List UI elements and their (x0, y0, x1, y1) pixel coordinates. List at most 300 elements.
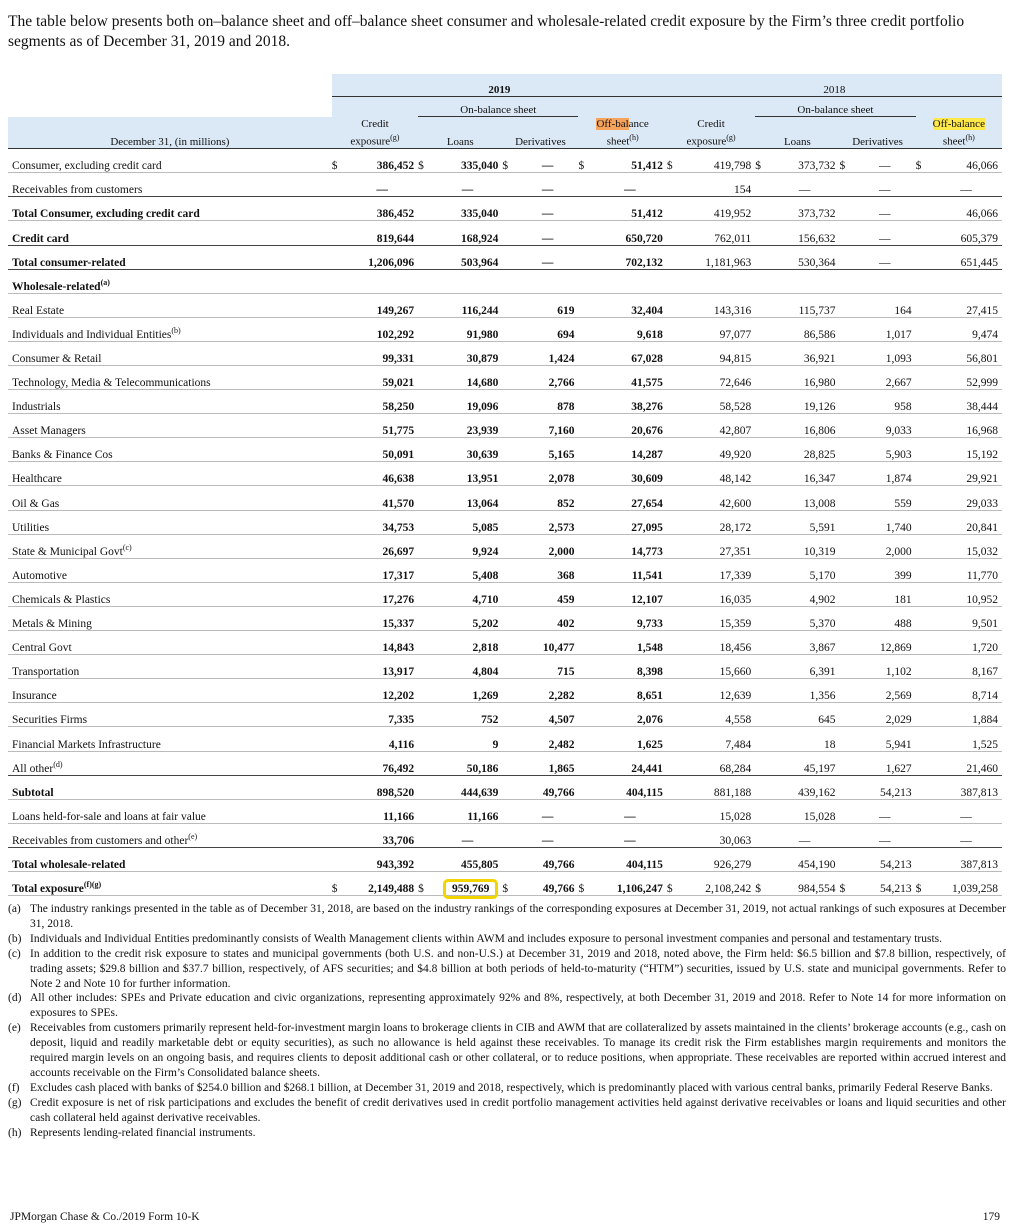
row-label: Total wholesale-related (8, 847, 332, 871)
footnote-text: Receivables from customers primarily represent held-for-investment margin loans to brokerage clients in CIB and AWM that are collateralized by assets maintained in the clients’ brokerage accounts (e.g., cash on deposit, liquid and readily marketable debt or equity securities), as such no allowance is held against these receivables. To manage its credit risk the Firm establishes margin requirements and monitors the required margin levels on an ongoing basis, and requires clients to deposit additional cash or other collateral, or to reduce positions, when appropriate. These receivables are reported within accrued interest and accounts receivable on the Firm’s Consolidated balance sheets. (30, 1022, 1006, 1079)
row-label: State & Municipal Govt$^{(c)}$ (8, 534, 332, 558)
cell-c3: 49,766 (517, 775, 579, 799)
row-label: Transportation (8, 655, 332, 679)
highlighted-value: 959,769 (443, 879, 498, 899)
cell-c3: 878 (517, 390, 579, 414)
cell-c4: 14,773 (593, 534, 667, 558)
cell-d1: 762,011 (681, 221, 755, 245)
cell-c1: 13,917 (346, 655, 418, 679)
table-row (8, 173, 1002, 197)
loans-header-2018: Loans (755, 117, 839, 149)
cell-d3: — (854, 799, 916, 823)
row-label: Total consumer-related (8, 245, 332, 269)
cell-c1: 819,644 (346, 221, 418, 245)
row-label: Insurance (8, 679, 332, 703)
footnote (8, 1081, 1006, 1096)
row-label: Real Estate (8, 293, 332, 317)
table-row (8, 679, 1002, 703)
table-row (8, 366, 1002, 390)
cell-c1: 11,166 (346, 799, 418, 823)
cell-d1: 15,028 (681, 799, 755, 823)
cell-c4: 1,625 (593, 727, 667, 751)
year-2018-label: 2018 (667, 74, 1002, 97)
cell-d1: 15,359 (681, 606, 755, 630)
cell-d1: 58,528 (681, 390, 755, 414)
cell-c3: — (517, 197, 579, 221)
cell-c2: 168,924 (433, 221, 503, 245)
cell-d1: 419,952 (681, 197, 755, 221)
cell-d3: 2,569 (854, 679, 916, 703)
cell-d3: 9,033 (854, 414, 916, 438)
cell-c3: 1,424 (517, 341, 579, 365)
cell-d1: 49,920 (681, 438, 755, 462)
table-row (8, 269, 1002, 293)
cell-c2: 19,096 (433, 390, 503, 414)
cell-c2: 5,202 (433, 606, 503, 630)
cell-d4: — (930, 823, 1002, 847)
cell-c1: 59,021 (346, 366, 418, 390)
cell-c3: 2,766 (517, 366, 579, 390)
row-label: Chemicals & Plastics (8, 582, 332, 606)
currency-symbol: $ (502, 871, 516, 895)
cell-c4: 9,618 (593, 317, 667, 341)
cell-d3: 1,627 (854, 751, 916, 775)
cell-c4: 650,720 (593, 221, 667, 245)
cell-c1: 17,276 (346, 582, 418, 606)
row-label: Total exposure$^{(f)(g)}$ (8, 871, 332, 895)
cell-d1: 7,484 (681, 727, 755, 751)
row-label: Subtotal (8, 775, 332, 799)
cell-d2: 373,732 (770, 149, 840, 173)
currency-symbol: $ (916, 149, 930, 173)
cell-d2: 530,364 (770, 245, 840, 269)
cell-c2: 5,408 (433, 558, 503, 582)
credit-exposure-header-2019: Credit exposure$^{(g)}$ (332, 117, 418, 149)
cell-d3: 1,017 (854, 317, 916, 341)
cell-d4: 16,968 (930, 414, 1002, 438)
row-label: Central Govt (8, 631, 332, 655)
table-row (8, 727, 1002, 751)
currency-symbol: $ (418, 871, 432, 895)
intro-paragraph: The table below presents both on–balance sheet and off–balance sheet consumer and wholesale-related credit exposure by the Firm’s three credit portfolio segments as of December 31, 2019 and 2018. (8, 13, 965, 50)
footnote (8, 947, 1006, 992)
cell-c3: 10,477 (517, 631, 579, 655)
cell-d4: 9,501 (930, 606, 1002, 630)
cell-c4: 702,132 (593, 245, 667, 269)
cell-d1: 30,063 (681, 823, 755, 847)
cell-d1: 15,660 (681, 655, 755, 679)
off-balance-header-2018: Off-balance sheet$^{(h)}$ (916, 117, 1002, 149)
table-row (8, 823, 1002, 847)
currency-symbol: $ (332, 871, 346, 895)
cell-d1: 27,351 (681, 534, 755, 558)
cell-c3: 402 (517, 606, 579, 630)
cell-d3: 559 (854, 486, 916, 510)
cell-c2: 50,186 (433, 751, 503, 775)
currency-symbol: $ (755, 871, 769, 895)
table-row (8, 486, 1002, 510)
currency-symbol: $ (840, 149, 854, 173)
cell-c2: 335,040 (433, 149, 503, 173)
row-label: Total Consumer, excluding credit card (8, 197, 332, 221)
currency-symbol: $ (578, 871, 592, 895)
cell-c4: 51,412 (593, 197, 667, 221)
cell-c4: 1,548 (593, 631, 667, 655)
table-row (8, 462, 1002, 486)
cell-c4: 1,106,247 (593, 871, 667, 895)
table-row (8, 606, 1002, 630)
cell-c2: 13,064 (433, 486, 503, 510)
cell-d2: 454,190 (770, 847, 840, 871)
cell-c1: 46,638 (346, 462, 418, 486)
row-label: Asset Managers (8, 414, 332, 438)
cell-c1: 17,317 (346, 558, 418, 582)
table-row (8, 582, 1002, 606)
cell-c2: 335,040 (433, 197, 503, 221)
cell-d2: 373,732 (770, 197, 840, 221)
cell-d3: 1,093 (854, 341, 916, 365)
cell-c1: 7,335 (346, 703, 418, 727)
cell-c2: 91,980 (433, 317, 503, 341)
cell-d4: 21,460 (930, 751, 1002, 775)
cell-d1: 42,600 (681, 486, 755, 510)
cell-d1: 97,077 (681, 317, 755, 341)
cell-c1: 386,452 (346, 197, 418, 221)
table-row (8, 197, 1002, 221)
footnote-key: (f) (8, 1081, 20, 1094)
cell-c1: 41,570 (346, 486, 418, 510)
cell-d3: 1,874 (854, 462, 916, 486)
cell-d3: 164 (854, 293, 916, 317)
cell-d4: 15,032 (930, 534, 1002, 558)
cell-d1: 94,815 (681, 341, 755, 365)
cell-d4: 8,167 (930, 655, 1002, 679)
footnote-text: Individuals and Individual Entities predominantly consists of Wealth Management clients within AWM and includes exposure to personal investment companies and personal and testamentary trusts. (30, 932, 942, 945)
cell-d2: 13,008 (770, 486, 840, 510)
currency-symbol: $ (755, 149, 769, 173)
cell-c2: 503,964 (433, 245, 503, 269)
cell-c4: 67,028 (593, 341, 667, 365)
currency-symbol: $ (332, 149, 346, 173)
currency-symbol: $ (916, 871, 930, 895)
cell-d3: 399 (854, 558, 916, 582)
on-balance-2018: On-balance sheet (755, 97, 915, 117)
table-row (8, 847, 1002, 871)
footnote (8, 1096, 1006, 1126)
row-label: Credit card (8, 221, 332, 245)
cell-d2: 645 (770, 703, 840, 727)
row-label-header: December 31, (in millions) (8, 117, 332, 149)
cell-c4: 14,287 (593, 438, 667, 462)
cell-d3: 54,213 (854, 847, 916, 871)
row-label: All other$^{(d)}$ (8, 751, 332, 775)
cell-c4: — (593, 823, 667, 847)
cell-c4: — (593, 799, 667, 823)
cell-c1: 943,392 (346, 847, 418, 871)
cell-d4: 10,952 (930, 582, 1002, 606)
cell-c1: 99,331 (346, 341, 418, 365)
cell-d4: 11,770 (930, 558, 1002, 582)
cell-d4: 605,379 (930, 221, 1002, 245)
cell-d3: 12,869 (854, 631, 916, 655)
cell-c3: 4,507 (517, 703, 579, 727)
cell-d4: 29,921 (930, 462, 1002, 486)
cell-c3: 2,573 (517, 510, 579, 534)
cell-c3: 715 (517, 655, 579, 679)
cell-c2: — (433, 823, 503, 847)
cell-c4: 38,276 (593, 390, 667, 414)
cell-c4: 8,398 (593, 655, 667, 679)
table-row (8, 317, 1002, 341)
table-row (8, 751, 1002, 775)
cell-c3: 459 (517, 582, 579, 606)
cell-d2: 16,980 (770, 366, 840, 390)
cell-c4: 12,107 (593, 582, 667, 606)
cell-c4: 20,676 (593, 414, 667, 438)
row-label: Automotive (8, 558, 332, 582)
cell-d3: 1,102 (854, 655, 916, 679)
cell-c1: 76,492 (346, 751, 418, 775)
footnote (8, 1126, 1006, 1141)
table-row (8, 799, 1002, 823)
cell-d2: 16,347 (770, 462, 840, 486)
cell-d4: 1,525 (930, 727, 1002, 751)
cell-d2: 45,197 (770, 751, 840, 775)
row-label: Consumer & Retail (8, 341, 332, 365)
cell-c3: — (517, 823, 579, 847)
cell-d4: 8,714 (930, 679, 1002, 703)
cell-d4: 56,801 (930, 341, 1002, 365)
row-label: Individuals and Individual Entities$^{(b)}$ (8, 317, 332, 341)
cell-c4: 41,575 (593, 366, 667, 390)
cell-c1: 149,267 (346, 293, 418, 317)
cell-c2: 455,805 (433, 847, 503, 871)
table-row (8, 510, 1002, 534)
cell-c1: 898,520 (346, 775, 418, 799)
cell-d1: 881,188 (681, 775, 755, 799)
cell-d3: 5,941 (854, 727, 916, 751)
cell-d2: 3,867 (770, 631, 840, 655)
cell-c4: 30,609 (593, 462, 667, 486)
page-number: 179 (982, 1211, 1000, 1223)
cell-c1: 58,250 (346, 390, 418, 414)
table-row (8, 438, 1002, 462)
row-label: Wholesale-related$^{(a)}$ (8, 269, 332, 293)
cell-c1: 51,775 (346, 414, 418, 438)
cell-c3: 2,482 (517, 727, 579, 751)
cell-c1: 1,206,096 (346, 245, 418, 269)
row-label: Oil & Gas (8, 486, 332, 510)
page-footer-title: JPMorgan Chase & Co./2019 Form 10-K (10, 1211, 200, 1223)
row-label: Securities Firms (8, 703, 332, 727)
cell-d2: 18 (770, 727, 840, 751)
row-label: Consumer, excluding credit card (8, 149, 332, 173)
cell-c2: 4,804 (433, 655, 503, 679)
cell-d1: 28,172 (681, 510, 755, 534)
cell-d2: 16,806 (770, 414, 840, 438)
cell-d2: 15,028 (770, 799, 840, 823)
footnote-key: (e) (8, 1022, 21, 1035)
cell-c2: 2,818 (433, 631, 503, 655)
cell-d2: 5,591 (770, 510, 840, 534)
table-row (8, 534, 1002, 558)
cell-c3: 7,160 (517, 414, 579, 438)
cell-c2: 9 (433, 727, 503, 751)
on-balance-2019: On-balance sheet (418, 97, 578, 117)
cell-c2: 14,680 (433, 366, 503, 390)
cell-d1: 68,284 (681, 751, 755, 775)
cell-d1: 154 (681, 173, 755, 197)
cell-d3: 54,213 (854, 775, 916, 799)
cell-d2: 86,586 (770, 317, 840, 341)
cell-c3: 1,865 (517, 751, 579, 775)
footnote-key: (h) (8, 1126, 22, 1139)
table-row (8, 655, 1002, 679)
cell-d3: 2,029 (854, 703, 916, 727)
cell-d3: 54,213 (854, 871, 916, 895)
cell-d1: 926,279 (681, 847, 755, 871)
cell-c4: 404,115 (593, 847, 667, 871)
cell-d3: 2,000 (854, 534, 916, 558)
footnote-text: Credit exposure is net of risk participations and excludes the benefit of credit derivatives used in credit portfolio management activities held against derivative receivables or loans and liquid securities and other cash collateral held against derivative receivables. (30, 1096, 1006, 1124)
cell-c1: 2,149,488 (346, 871, 418, 895)
cell-d3: — (854, 197, 916, 221)
cell-d3: — (854, 173, 916, 197)
cell-c4: 11,541 (593, 558, 667, 582)
cell-d2: 156,632 (770, 221, 840, 245)
row-label: Receivables from customers (8, 173, 332, 197)
cell-d2: 28,825 (770, 438, 840, 462)
cell-c3: 2,078 (517, 462, 579, 486)
cell-c2: 752 (433, 703, 503, 727)
cell-d4: 46,066 (930, 149, 1002, 173)
cell-c1: 34,753 (346, 510, 418, 534)
cell-c3: — (517, 149, 579, 173)
footnote-key: (g) (8, 1096, 22, 1109)
cell-c3: 368 (517, 558, 579, 582)
cell-c2: 444,639 (433, 775, 503, 799)
table-row (8, 341, 1002, 365)
table-row (8, 871, 1002, 895)
cell-c4: 24,441 (593, 751, 667, 775)
cell-d4: 52,999 (930, 366, 1002, 390)
row-label: Receivables from customers and other$^{(e)}$ (8, 823, 332, 847)
table-row (8, 149, 1002, 173)
cell-c4: 27,095 (593, 510, 667, 534)
footnote (8, 1021, 1006, 1081)
cell-c4: 32,404 (593, 293, 667, 317)
cell-c3: — (517, 221, 579, 245)
currency-symbol: $ (578, 149, 592, 173)
cell-d2: 10,319 (770, 534, 840, 558)
row-label: Banks & Finance Cos (8, 438, 332, 462)
cell-c2: — (433, 173, 503, 197)
currency-symbol: $ (667, 149, 681, 173)
footnote-text: Excludes cash placed with banks of $254.0 billion and $268.1 billion, at December 31, 2019 and 2018, respectively, which is predominantly placed with various central banks, primarily Federal Reserve Banks. (30, 1081, 993, 1094)
cell-d4: 1,884 (930, 703, 1002, 727)
cell-c1: 14,843 (346, 631, 418, 655)
derivatives-header-2018: Derivatives (840, 117, 916, 149)
off-balance-header-2019: Off-balance sheet$^{(h)}$ (578, 117, 666, 149)
footnote-key: (b) (8, 932, 22, 945)
cell-d2: 6,391 (770, 655, 840, 679)
cell-d3: 2,667 (854, 366, 916, 390)
row-label: Healthcare (8, 462, 332, 486)
cell-c2: 5,085 (433, 510, 503, 534)
cell-c1: 12,202 (346, 679, 418, 703)
cell-c3: 49,766 (517, 847, 579, 871)
cell-d4: 387,813 (930, 847, 1002, 871)
table-row (8, 245, 1002, 269)
cell-c3: 619 (517, 293, 579, 317)
cell-c1: — (346, 173, 418, 197)
cell-c2: 4,710 (433, 582, 503, 606)
loans-header-2019: Loans (418, 117, 502, 149)
cell-c2: 1,269 (433, 679, 503, 703)
cell-c1: 33,706 (346, 823, 418, 847)
footnote (8, 991, 1006, 1021)
cell-c1: 102,292 (346, 317, 418, 341)
derivatives-header-2019: Derivatives (502, 117, 578, 149)
cell-d4: 1,039,258 (930, 871, 1002, 895)
cell-d4: 46,066 (930, 197, 1002, 221)
cell-d3: — (854, 823, 916, 847)
cell-d3: 5,903 (854, 438, 916, 462)
footnote (8, 932, 1006, 947)
cell-c4: 2,076 (593, 703, 667, 727)
footnote-text: Represents lending-related financial instruments. (30, 1126, 256, 1139)
cell-c3: 2,000 (517, 534, 579, 558)
cell-d4: — (930, 799, 1002, 823)
cell-d1: 17,339 (681, 558, 755, 582)
footnotes (8, 902, 1006, 1141)
cell-d4: 1,720 (930, 631, 1002, 655)
cell-c3: 852 (517, 486, 579, 510)
cell-c4: 27,654 (593, 486, 667, 510)
cell-d4: 20,841 (930, 510, 1002, 534)
cell-c2: 9,924 (433, 534, 503, 558)
cell-d2: — (770, 173, 840, 197)
cell-c2: 30,879 (433, 341, 503, 365)
footnote-key: (c) (8, 947, 21, 960)
cell-c3: — (517, 799, 579, 823)
cell-c4: 51,412 (593, 149, 667, 173)
footnote-key: (a) (8, 903, 21, 915)
cell-c3: 49,766 (517, 871, 579, 895)
credit-exposure-table (8, 74, 1002, 896)
cell-d1: 1,181,963 (681, 245, 755, 269)
cell-d2: 19,126 (770, 390, 840, 414)
cell-c3: 5,165 (517, 438, 579, 462)
cell-d3: 181 (854, 582, 916, 606)
cell-d1: 12,639 (681, 679, 755, 703)
cell-d1: 48,142 (681, 462, 755, 486)
row-label: Metals & Mining (8, 606, 332, 630)
cell-c2: 23,939 (433, 414, 503, 438)
row-label: Financial Markets Infrastructure (8, 727, 332, 751)
cell-d1: 419,798 (681, 149, 755, 173)
footnote (8, 902, 1006, 932)
currency-symbol: $ (502, 149, 516, 173)
cell-c1: 386,452 (346, 149, 418, 173)
cell-d4: 38,444 (930, 390, 1002, 414)
cell-d3: — (854, 221, 916, 245)
cell-c4: 9,733 (593, 606, 667, 630)
cell-d1: 4,558 (681, 703, 755, 727)
cell-d1: 143,316 (681, 293, 755, 317)
footnote-text: All other includes: SPEs and Private education and civic organizations, representing approximately 92% and 8%, respectively, at both December 31, 2019 and 2018. Refer to Note 14 for more information on exposures to SPEs. (30, 992, 1006, 1020)
currency-symbol: $ (418, 149, 432, 173)
